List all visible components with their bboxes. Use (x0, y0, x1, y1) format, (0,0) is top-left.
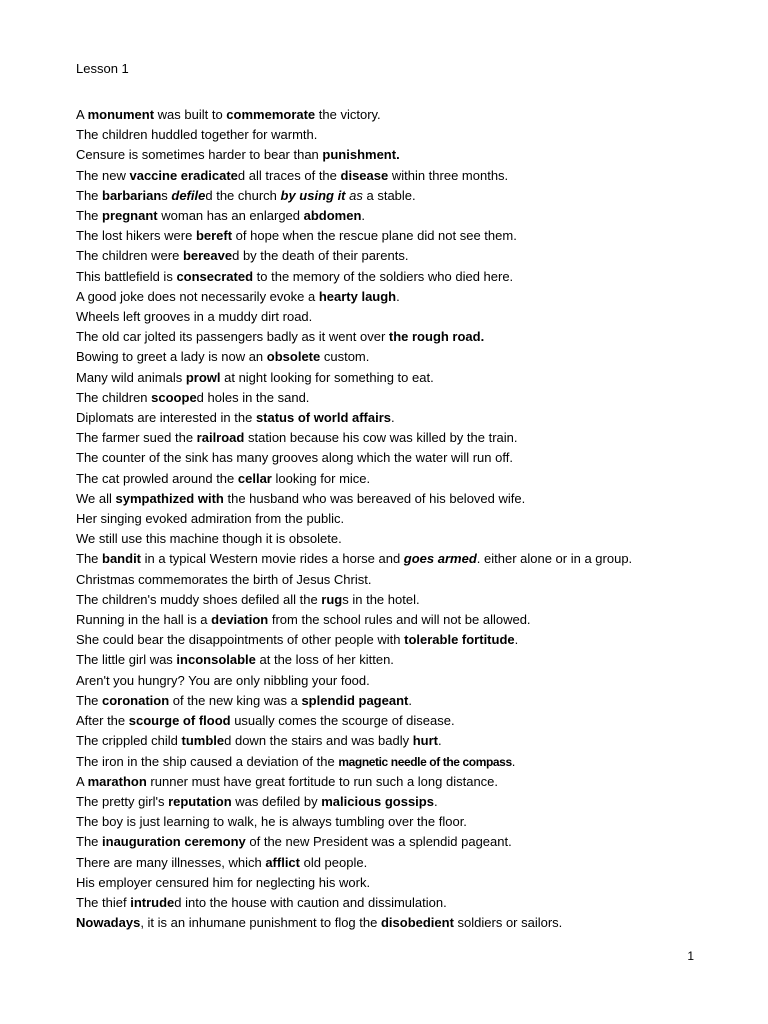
sentence-line (76, 368, 736, 388)
sentence-text: was defiled by (231, 793, 322, 809)
emphasized-term: sympathized with (115, 490, 224, 506)
sentence-text: After the (76, 713, 129, 729)
sentence-text: The counter of the sink has many grooves along which the water will run off. (76, 450, 513, 466)
lesson-title: Lesson 1 (76, 61, 129, 76)
sentence-line (76, 913, 736, 933)
emphasized-term: bereave (182, 248, 233, 264)
emphasized-term: scourge of flood (128, 713, 231, 729)
sentence-text: at night looking for something to eat. (220, 369, 434, 385)
sentence-text: , it is an inhumane punishment to flog the (140, 915, 381, 931)
sentence-text: s (161, 187, 172, 203)
sentence-text: woman has an enlarged (157, 208, 304, 224)
sentence-text: d holes in the sand. (196, 389, 310, 405)
sentence-text: from the school rules and will not be allowed. (268, 612, 531, 628)
emphasized-term: cellar (237, 470, 272, 486)
sentence-text: to the memory of the soldiers who died here. (253, 268, 514, 284)
emphasized-term: disease (340, 167, 389, 183)
sentence-text: The new (76, 167, 130, 183)
sentence-text: d into the house with caution and dissimulation. (174, 894, 447, 910)
sentence-text: old people. (299, 854, 368, 870)
sentence-line (76, 287, 736, 307)
sentence-line (76, 671, 736, 691)
emphasized-term: rug (321, 591, 343, 607)
sentence-line (76, 145, 736, 165)
sentence-text: The (76, 187, 103, 203)
sentence-text: His employer censured him for neglecting his work. (76, 874, 371, 890)
emphasized-term: barbarian (102, 187, 162, 203)
emphasized-term: hearty laugh (318, 288, 397, 304)
emphasized-term: inauguration ceremony (102, 834, 246, 850)
sentence-text: Many wild animals (76, 369, 186, 385)
sentence-line (76, 125, 736, 145)
emphasized-term: goes armed (403, 551, 477, 567)
emphasized-term: bandit (102, 551, 142, 567)
emphasized-term: obsolete (266, 349, 321, 365)
sentence-text: of the new king was a (169, 692, 302, 708)
sentence-text: We still use this machine though it is obsolete. (76, 531, 342, 547)
sentence-line (76, 327, 736, 347)
sentence-text: The boy is just learning to walk, he is always tumbling over the floor. (76, 814, 467, 830)
emphasized-term: scoope (151, 389, 197, 405)
sentence-line (76, 448, 736, 468)
sentence-line (76, 792, 736, 812)
document-page (76, 59, 736, 933)
sentence-line (76, 570, 736, 590)
emphasized-term: abdomen (303, 208, 362, 224)
emphasized-term: magnetic needle of the compass (338, 754, 512, 769)
sentence-text: . (511, 753, 516, 769)
emphasized-term: disobedient (380, 915, 454, 931)
emphasized-term: coronation (102, 692, 170, 708)
emphasized-term: tumble (181, 733, 225, 749)
sentence-line (76, 893, 736, 913)
sentence-text: Wheels left grooves in a muddy dirt road. (76, 309, 313, 325)
sentence-line (76, 307, 736, 327)
sentence-text: The (76, 208, 103, 224)
emphasized-term: status of world affairs (255, 410, 392, 426)
sentence-text: The lost hikers were (76, 228, 196, 244)
sentence-text: There are many illnesses, which (76, 854, 266, 870)
emphasized-term: deviation (211, 612, 269, 628)
sentence-line (76, 752, 736, 772)
emphasized-term: by using it (280, 187, 346, 203)
sentence-line (76, 267, 736, 287)
sentence-text: Censure is sometimes harder to bear than (76, 147, 323, 163)
sentence-line (76, 610, 736, 630)
sentence-text: . (391, 410, 395, 426)
sentence-text: Bowing to greet a lady is now an (76, 349, 267, 365)
emphasized-term: inconsolable (176, 652, 256, 668)
sentence-text: Diplomats are interested in the (76, 410, 256, 426)
sentence-text: The children huddled together for warmth. (76, 127, 318, 143)
emphasized-term: tolerable fortitude (404, 632, 515, 648)
sentence-text: A (76, 773, 88, 789)
sentence-line (76, 246, 736, 266)
sentence-text: station because his cow was killed by the train. (244, 430, 518, 446)
emphasized-term: railroad (196, 430, 245, 446)
emphasized-term: malicious gossips (321, 793, 434, 809)
sentence-line (76, 509, 736, 529)
sentence-text: She could bear the disappointments of other people with (76, 632, 405, 648)
sentence-text: d all traces of the (237, 167, 341, 183)
sentence-text: . (433, 793, 438, 809)
sentence-text: d down the stairs and was badly (224, 733, 413, 749)
sentence-line (76, 105, 736, 125)
sentence-text: the victory. (315, 107, 381, 122)
emphasized-term: marathon (87, 773, 147, 789)
sentence-line (76, 347, 736, 367)
sentence-text: in a typical Western movie rides a horse and (141, 551, 404, 567)
sentence-line (76, 731, 736, 751)
sentence-text: of hope when the rescue plane did not see them. (232, 228, 517, 244)
sentence-text: The thief (76, 894, 131, 910)
emphasized-term: as (349, 187, 363, 203)
sentence-text: The (76, 692, 103, 708)
page-number: 1 (687, 949, 694, 963)
emphasized-term: defile (171, 187, 206, 203)
sentence-line (76, 206, 736, 226)
sentence-text: . (408, 692, 412, 708)
emphasized-term: prowl (185, 369, 221, 385)
sentence-text: This battlefield is (76, 268, 177, 284)
sentence-text: . (438, 733, 442, 749)
sentence-line (76, 711, 736, 731)
sentence-line (76, 873, 736, 893)
sentence-text: The little girl was (76, 652, 177, 668)
sentence-line (76, 812, 736, 832)
sentence-line (76, 650, 736, 670)
sentence-line (76, 388, 736, 408)
sentence-line (76, 691, 736, 711)
sentence-text: d by the death of their parents. (232, 248, 409, 264)
sentence-line (76, 186, 736, 206)
sentence-text: soldiers or sailors. (453, 915, 563, 931)
sentence-text: Aren't you hungry? You are only nibbling your food. (76, 672, 370, 688)
sentence-text: . (361, 208, 366, 224)
sentence-text: A good joke does not necessarily evoke a (76, 288, 319, 304)
sentence-line (76, 469, 736, 489)
sentence-line (76, 549, 736, 569)
sentence-text: The children were (76, 248, 183, 264)
sentence-text: The (76, 551, 103, 567)
sentence-line (76, 428, 736, 448)
sentence-line (76, 226, 736, 246)
sentence-text: We all (76, 490, 116, 506)
sentence-text: looking for mice. (271, 470, 371, 486)
sentence-text: The crippled child (76, 733, 182, 749)
sentence-text: . (396, 288, 400, 304)
sentence-text: The children (76, 389, 152, 405)
sentence-text: s in the hotel. (342, 591, 420, 607)
sentence-text: Christmas commemorates the birth of Jesus Christ. (76, 571, 372, 587)
sentence-text: within three months. (388, 167, 509, 183)
sentence-text: . (514, 632, 519, 648)
sentence-text: the husband who was bereaved of his beloved wife. (223, 490, 526, 506)
sentence-line (76, 853, 736, 873)
emphasized-term: vaccine eradicate (129, 167, 238, 183)
sentence-text: of the new President was a splendid pageant. (245, 834, 512, 850)
sentence-text: runner must have great fortitude to run such a long distance. (146, 773, 499, 789)
sentence-text: was built to (154, 107, 227, 122)
sentence-text: The cat prowled around the (76, 470, 238, 486)
sentence-line (76, 408, 736, 428)
sentence-line (76, 166, 736, 186)
sentence-text: at the loss of her kitten. (255, 652, 394, 668)
emphasized-term: monument (87, 107, 155, 122)
sentence-text: The (76, 834, 103, 850)
emphasized-term: punishment. (322, 147, 400, 163)
sentence-text: . either alone or in a group. (476, 551, 633, 567)
sentence-text: The old car jolted its passengers badly as it went over (76, 329, 389, 345)
sentence-text: Her singing evoked admiration from the public. (76, 511, 345, 527)
sentence-text: The children's muddy shoes defiled all the (76, 591, 322, 607)
emphasized-term: afflict (265, 854, 300, 870)
sentence-line (76, 630, 736, 650)
sentence-text: The farmer sued the (76, 430, 197, 446)
emphasized-term: consecrated (176, 268, 254, 284)
sentence-text: d the church (205, 187, 281, 203)
emphasized-term: commemorate (226, 107, 316, 122)
sentence-text: usually comes the scourge of disease. (230, 713, 455, 729)
emphasized-term: reputation (168, 793, 232, 809)
sentence-text: Running in the hall is a (76, 612, 212, 628)
emphasized-term: pregnant (102, 208, 158, 224)
emphasized-term: bereft (195, 228, 233, 244)
emphasized-term: hurt (412, 733, 439, 749)
sentence-line (76, 590, 736, 610)
sentence-text: a stable. (362, 187, 416, 203)
sentence-text: A (76, 107, 88, 122)
emphasized-term: intrude (130, 894, 175, 910)
sentence-line (76, 772, 736, 792)
sentence-line (76, 529, 736, 549)
emphasized-term: Nowadays (76, 915, 141, 931)
sentence-text: The pretty girl's (76, 793, 169, 809)
sentence-line (76, 832, 736, 852)
emphasized-term: splendid pageant (301, 692, 409, 708)
sentence-list (76, 105, 736, 933)
sentence-line (76, 489, 736, 509)
sentence-text: The iron in the ship caused a deviation of the (76, 753, 339, 769)
emphasized-term: the rough road. (388, 329, 485, 345)
sentence-text: custom. (320, 349, 370, 365)
